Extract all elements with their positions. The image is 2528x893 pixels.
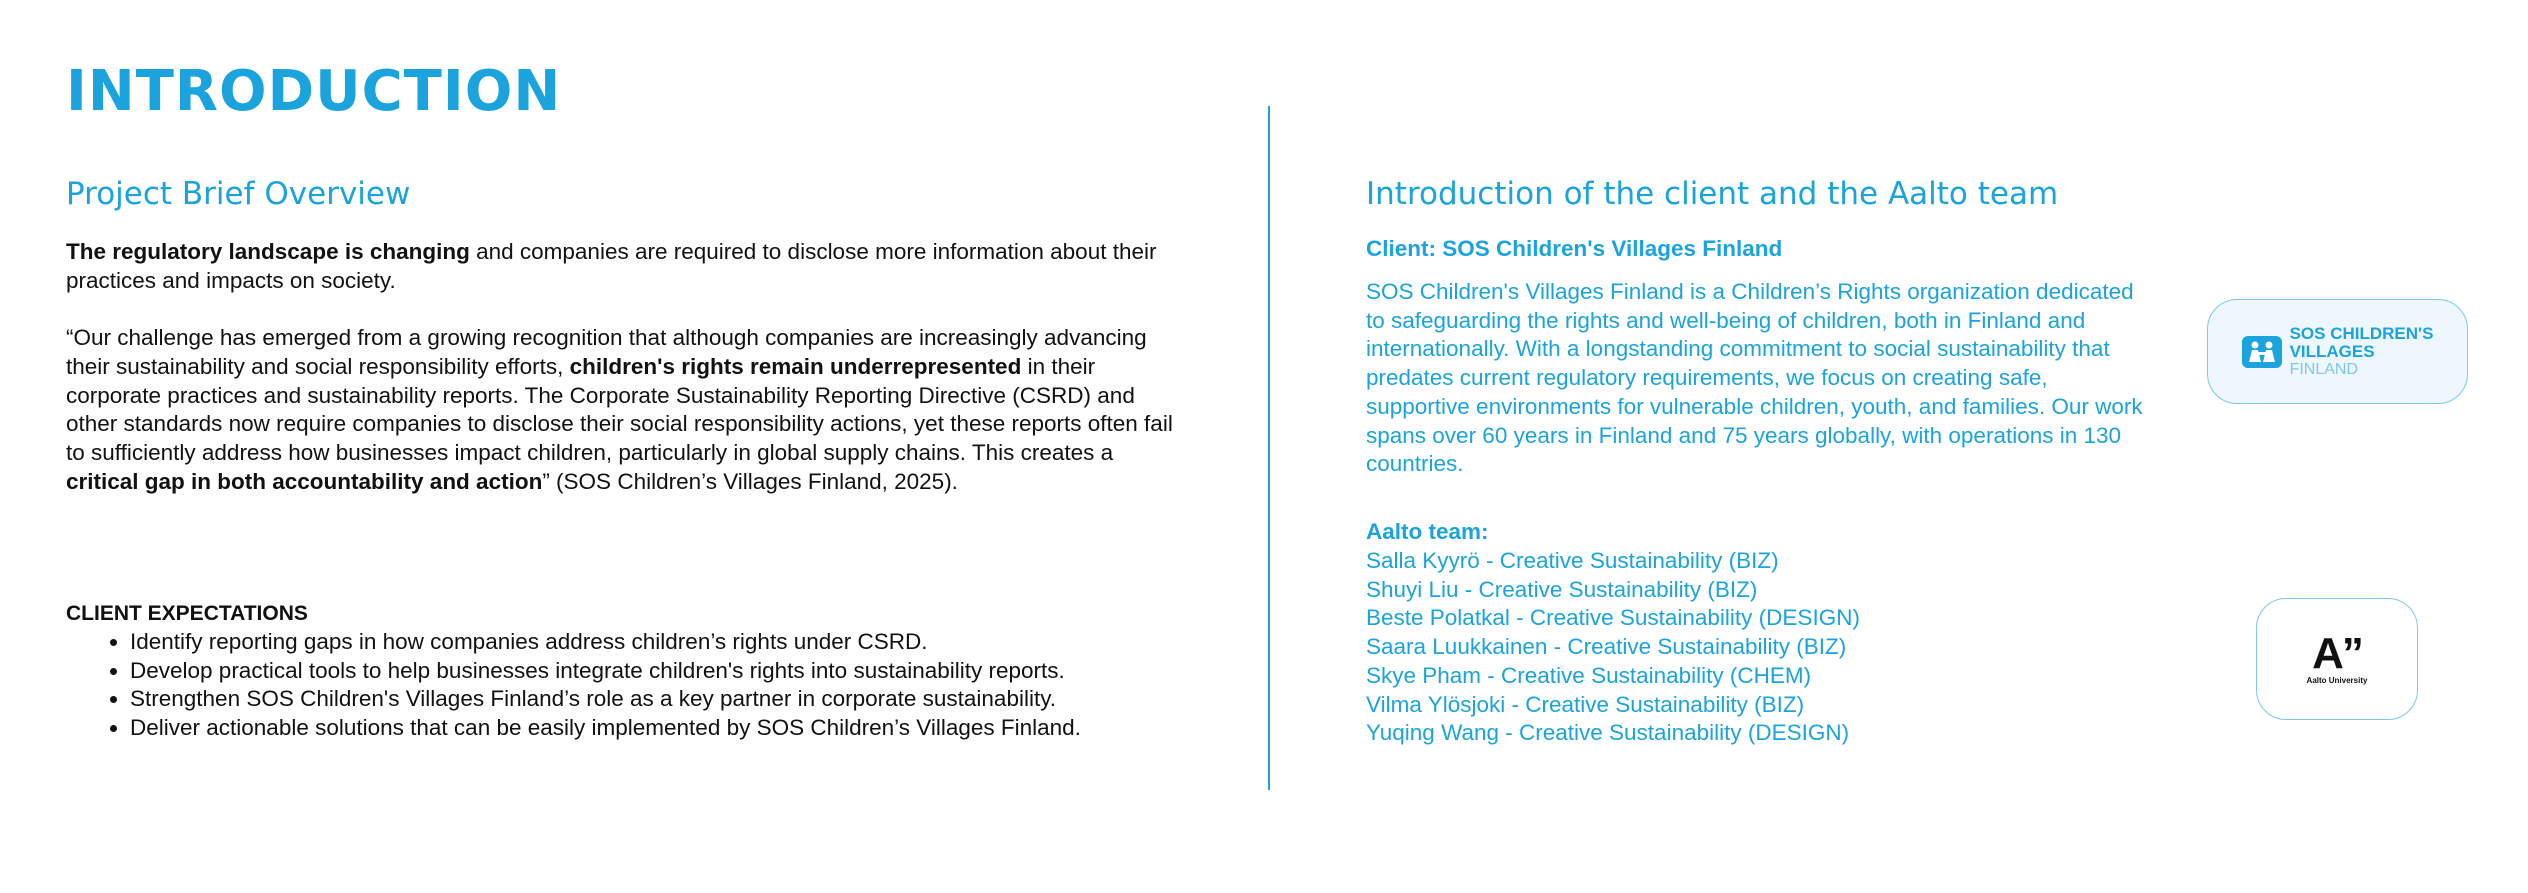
column-divider	[1268, 106, 1270, 790]
aalto-logo-name: Aalto University	[2306, 676, 2368, 685]
team-member: Vilma Ylösjoki - Creative Sustainability (BIZ)	[1366, 691, 1805, 717]
aalto-logo-card	[2256, 598, 2418, 720]
sos-logo-line2: VILLAGES	[2289, 341, 2375, 361]
team-member: Salla Kyyrö - Creative Sustainability (BIZ)	[1366, 548, 1779, 573]
aalto-logo-mark: A”	[2312, 629, 2362, 678]
team-list	[1366, 547, 1860, 748]
sos-logo-line1: SOS CHILDREN'S	[2289, 323, 2434, 343]
client-heading: Client: SOS Children's Villages Finland	[1366, 236, 1783, 261]
quote-bold-2: critical gap in both accountability and action	[66, 468, 543, 494]
team-member: Beste Polatkal - Creative Sustainability (DESIGN)	[1366, 605, 1860, 631]
regulatory-bold: The regulatory landscape is changing	[66, 239, 470, 264]
quote-part-2: in their corporate practices and sustainability reports. The Corporate Sustainability Reporting Directive (CSRD) and other standards now require companies to disclose their social responsibility actions, yet these reports often fail to sufficiently address how businesses impact children, particularly in global supply chains. This creates a	[66, 353, 1173, 465]
project-brief-title: Project Brief Overview	[66, 176, 411, 212]
team-member: Saara Luukkainen - Creative Sustainability (BIZ)	[1366, 634, 1847, 660]
team-member: Skye Pham - Creative Sustainability (CHEM)	[1366, 662, 1812, 688]
team-member: Yuqing Wang - Creative Sustainability (DESIGN)	[1366, 720, 1850, 746]
quote-bold-1: children's rights remain underrepresented	[569, 353, 1022, 379]
sos-logo-wordmark	[2290, 325, 2434, 379]
client-expectations-title: CLIENT EXPECTATIONS	[66, 602, 308, 625]
expectation-item: • Develop practical tools to help businesses integrate children's rights into sustainability reports.	[130, 657, 1081, 686]
quote-part-3: ” (SOS Children’s Villages Finland, 2025).	[542, 468, 958, 494]
project-brief-body	[66, 238, 1176, 496]
page-title: INTRODUCTION	[66, 59, 562, 124]
regulatory-paragraph	[66, 238, 1176, 295]
sos-logo-line3: FINLAND	[2289, 360, 2359, 378]
team-heading: Aalto team:	[1366, 519, 1489, 544]
expectation-item: • Identify reporting gaps in how companies address children’s rights under CSRD.	[130, 628, 1081, 657]
team-member: Shuyi Liu - Creative Sustainability (BIZ)	[1366, 576, 1758, 602]
challenge-quote	[66, 324, 1176, 496]
client-expectations-list	[66, 628, 1081, 743]
regulatory-rest: and companies are required to disclose more information about their practices and impacts on society.	[66, 239, 1157, 293]
sos-children-icon	[2242, 336, 2282, 368]
expectation-item: • Deliver actionable solutions that can be easily implemented by SOS Children’s Villages Finland.	[130, 714, 1081, 743]
quote-part-1: “Our challenge has emerged from a growing recognition that although companies are increasingly advancing their sustainability and social responsibility efforts,	[66, 325, 1147, 379]
expectation-item: • Strengthen SOS Children's Villages Finland’s role as a key partner in corporate sustainability.	[130, 685, 1081, 714]
sos-logo-card	[2207, 299, 2468, 404]
client-intro-title: Introduction of the client and the Aalto team	[1366, 176, 2059, 212]
client-description: SOS Children's Villages Finland is a Children’s Rights organization dedicated to safeguarding the rights and well-being of children, both in Finland and internationally. With a longstanding commitment to social sustainability that predates current regulatory requirements, we focus on creating safe, supportive environments for vulnerable children, youth, and families. Our work spans over 60 years in Finland and 75 years globally, with operations in 130 countries.	[1366, 279, 2143, 477]
